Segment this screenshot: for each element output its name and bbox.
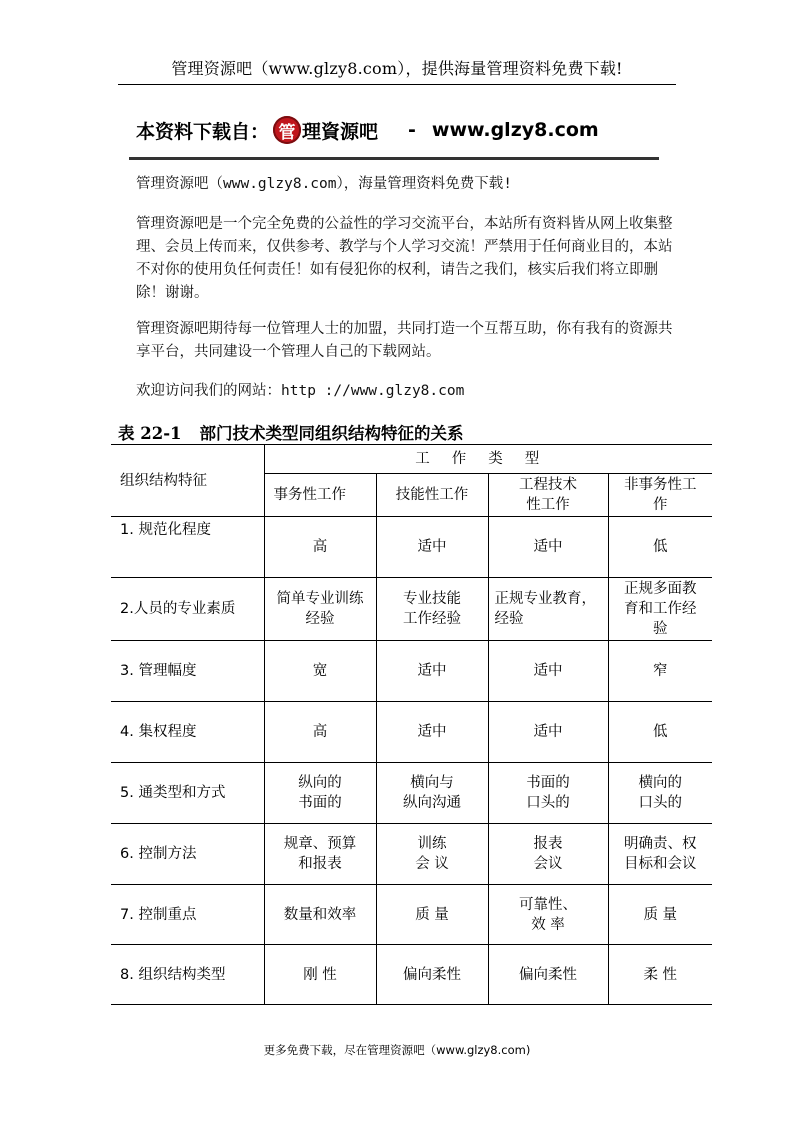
table-cell: 低	[608, 517, 712, 578]
table-row	[111, 763, 712, 824]
table-cell: 高	[264, 517, 376, 578]
row-label: 5. 通类型和方式	[111, 763, 264, 824]
table-caption	[118, 420, 464, 444]
table-cell: 适中	[488, 517, 608, 578]
table-cell: 横向与 纵向沟通	[376, 763, 488, 824]
table-cell: 质 量	[608, 885, 712, 945]
table-cell: 偏向柔性	[376, 945, 488, 1005]
table-cell: 窄	[608, 641, 712, 702]
table-cell: 专业技能 工作经验	[376, 578, 488, 641]
table-row	[111, 517, 712, 578]
row-label: 6. 控制方法	[111, 824, 264, 885]
feature-header: 组织结构特征	[111, 445, 264, 517]
table-cell: 适中	[376, 702, 488, 763]
table-title: 部门技术类型同组织结构特征的关系	[199, 424, 464, 443]
banner-dash: -	[408, 119, 416, 141]
banner-site-url: www.glzy8.com	[431, 119, 599, 141]
structure-table	[111, 444, 712, 1005]
row-label: 3. 管理幅度	[111, 641, 264, 702]
table-row	[111, 702, 712, 763]
table-cell: 偏向柔性	[488, 945, 608, 1005]
table-cell: 柔 性	[608, 945, 712, 1005]
table-cell: 低	[608, 702, 712, 763]
table-cell: 适中	[376, 517, 488, 578]
table-cell: 正规专业教育， 经验	[488, 578, 608, 641]
row-label: 7. 控制重点	[111, 885, 264, 945]
table-cell: 明确责、权 目标和会议	[608, 824, 712, 885]
table-number: 表 22-1	[118, 424, 182, 443]
table-cell: 刚 性	[264, 945, 376, 1005]
notice-disclaimer: 管理资源吧是一个完全免费的公益性的学习交流平台，本站所有资料皆从网上收集整理、会员上传而来，仅供参考、教学与个人学习交流！严禁用于任何商业目的，本站不对你的使用负任何责任！如有侵犯你的权利，请告之我们，核实后我们将立即删除！谢谢。	[136, 216, 673, 301]
table-cell: 适中	[376, 641, 488, 702]
table-cell: 适中	[488, 702, 608, 763]
table-row	[111, 885, 712, 945]
notice-line: 管理资源吧（www.glzy8.com），海量管理资料免费下载!	[136, 176, 512, 192]
table-cell: 适中	[488, 641, 608, 702]
work-type-header: 工作类型	[264, 445, 712, 474]
table-cell: 可靠性、 效 率	[488, 885, 608, 945]
table-cell: 横向的 口头的	[608, 763, 712, 824]
table-cell: 规章、预算 和报表	[264, 824, 376, 885]
table-row	[111, 641, 712, 702]
column-header: 非事务性工 作	[608, 474, 712, 517]
table-row	[111, 824, 712, 885]
column-header: 技能性工作	[376, 474, 488, 517]
table-cell: 报表 会议	[488, 824, 608, 885]
row-label: 2.人员的专业素质	[111, 578, 264, 641]
banner-brand: 理資源吧	[302, 120, 379, 143]
page-footer: 更多免费下载，尽在管理资源吧（www.glzy8.com)	[263, 1043, 531, 1057]
download-banner	[136, 113, 599, 147]
table-cell: 质 量	[376, 885, 488, 945]
header-divider	[118, 84, 676, 85]
page-header: 管理资源吧（www.glzy8.com），提供海量管理资料免费下载!	[171, 59, 623, 78]
column-header: 事务性工作	[264, 474, 376, 517]
table-cell: 简单专业训练 经验	[264, 578, 376, 641]
table-cell: 数量和效率	[264, 885, 376, 945]
table-row	[111, 945, 712, 1005]
row-label: 4. 集权程度	[111, 702, 264, 763]
row-label: 8. 组织结构类型	[111, 945, 264, 1005]
table-cell: 纵向的 书面的	[264, 763, 376, 824]
banner-prefix: 本资料下载自：	[136, 120, 270, 143]
table-cell: 宽	[264, 641, 376, 702]
table-row	[111, 578, 712, 641]
table-cell: 书面的 口头的	[488, 763, 608, 824]
notice-welcome: 欢迎访问我们的网站：http ://www.glzy8.com	[136, 383, 465, 399]
row-label: 1. 规范化程度	[111, 517, 264, 578]
table-cell: 训练 会 议	[376, 824, 488, 885]
table-cell: 正规多面教 育和工作经 验	[608, 578, 712, 641]
column-header: 工程技术 性工作	[488, 474, 608, 517]
brand-logo-icon: 管	[273, 116, 301, 144]
banner-divider	[129, 157, 659, 160]
table-cell: 高	[264, 702, 376, 763]
notice-invitation: 管理资源吧期待每一位管理人士的加盟，共同打造一个互帮互助，你有我有的资源共享平台，共同建设一个管理人自己的下载网站。	[136, 321, 673, 360]
